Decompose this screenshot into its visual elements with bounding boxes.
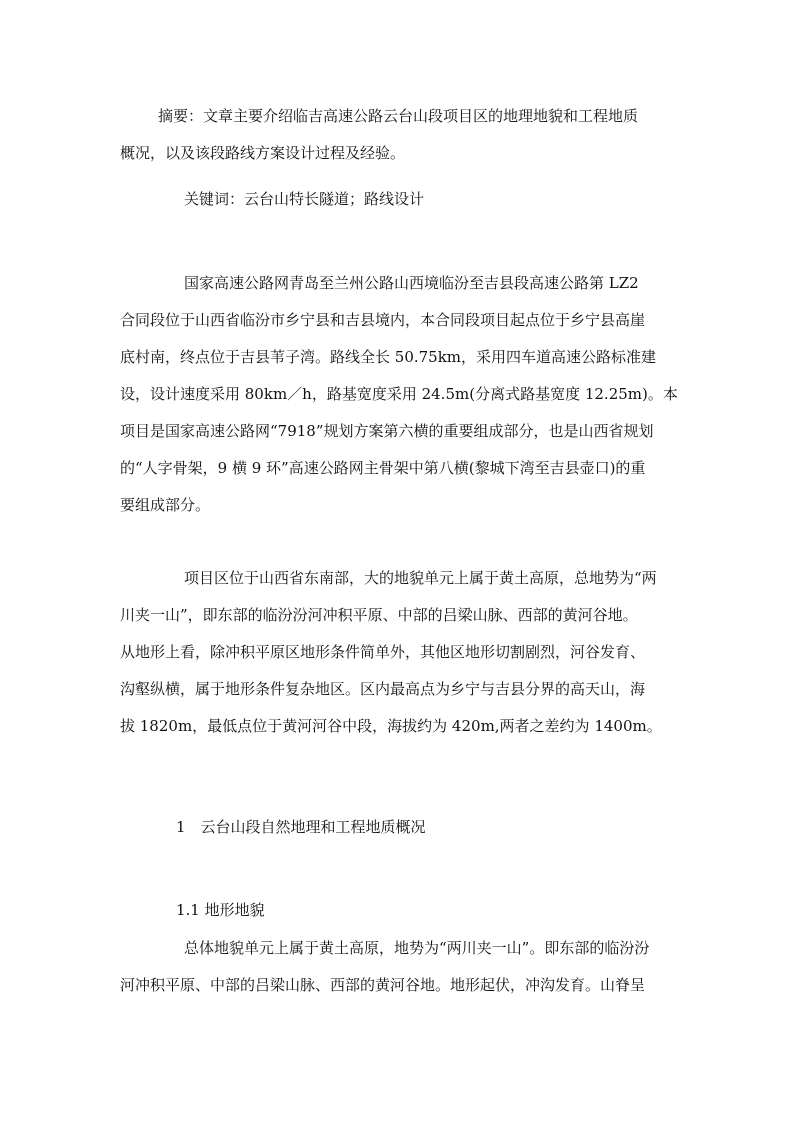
abstract-line: 概况，以及该段路线方案设计过程及经验。 bbox=[120, 144, 406, 162]
paragraph-line: 项目区位于山西省东南部，大的地貌单元上属于黄土高原，总地势为“两 bbox=[184, 569, 657, 587]
subsection-heading-text: 1.1 地形地貌 bbox=[176, 901, 265, 919]
paragraph-line: 底村南，终点位于吉县苇子湾。路线全长 50.75km，采用四车道高速公路标准建 bbox=[120, 348, 657, 366]
paragraph-line: 国家高速公路网青岛至兰州公路山西境临汾至吉县段高速公路第 LZ2 bbox=[184, 274, 639, 292]
section-heading-text: 1 云台山段自然地理和工程地质概况 bbox=[176, 818, 426, 836]
landform-paragraph bbox=[120, 930, 680, 1004]
paragraph-line: 设，设计速度采用 80km／h，路基宽度采用 24.5m(分离式路基宽度 12.25m)。本 bbox=[120, 385, 678, 403]
keywords-line bbox=[120, 181, 680, 218]
section-heading bbox=[120, 809, 680, 846]
intro-paragraph bbox=[120, 265, 680, 524]
abstract-line: 摘要：文章主要介绍临吉高速公路云台山段项目区的地理地貌和工程地质 bbox=[158, 107, 639, 125]
terrain-paragraph bbox=[120, 560, 680, 745]
paragraph-line: 拔 1820m，最低点位于黄河河谷中段，海拔约为 420m,两者之差约为 1400m。 bbox=[120, 717, 662, 735]
paragraph-line: 要组成部分。 bbox=[120, 496, 211, 514]
subsection-heading bbox=[120, 892, 680, 929]
abstract-paragraph bbox=[120, 98, 680, 172]
keywords-text: 关键词：云台山特长隧道；路线设计 bbox=[184, 190, 425, 208]
paragraph-line: 河冲积平原、中部的吕梁山脉、西部的黄河谷地。地形起伏，冲沟发育。山脊呈 bbox=[120, 976, 646, 994]
paragraph-line: 沟壑纵横，属于地形条件复杂地区。区内最高点为乡宁与吉县分界的高天山，海 bbox=[120, 680, 646, 698]
paragraph-line: 的“人字骨架，9 横 9 环”高速公路网主骨架中第八横(黎城下湾至吉县壶口)的重 bbox=[120, 459, 646, 477]
paragraph-line: 项目是国家高速公路网“7918”规划方案第六横的重要组成部分，也是山西省规划 bbox=[120, 422, 654, 440]
paragraph-line: 川夹一山”，即东部的临汾汾河冲积平原、中部的吕梁山脉、西部的黄河谷地。 bbox=[120, 606, 638, 624]
paragraph-line: 合同段位于山西省临汾市乡宁县和吉县境内，本合同段项目起点位于乡宁县高崖 bbox=[120, 311, 646, 329]
paragraph-line: 从地形上看，除冲积平原区地形条件简单外，其他区地形切割剧烈，河谷发育、 bbox=[120, 643, 646, 661]
paragraph-line: 总体地貌单元上属于黄土高原，地势为“两川夹一山”。即东部的临汾汾 bbox=[184, 939, 650, 957]
